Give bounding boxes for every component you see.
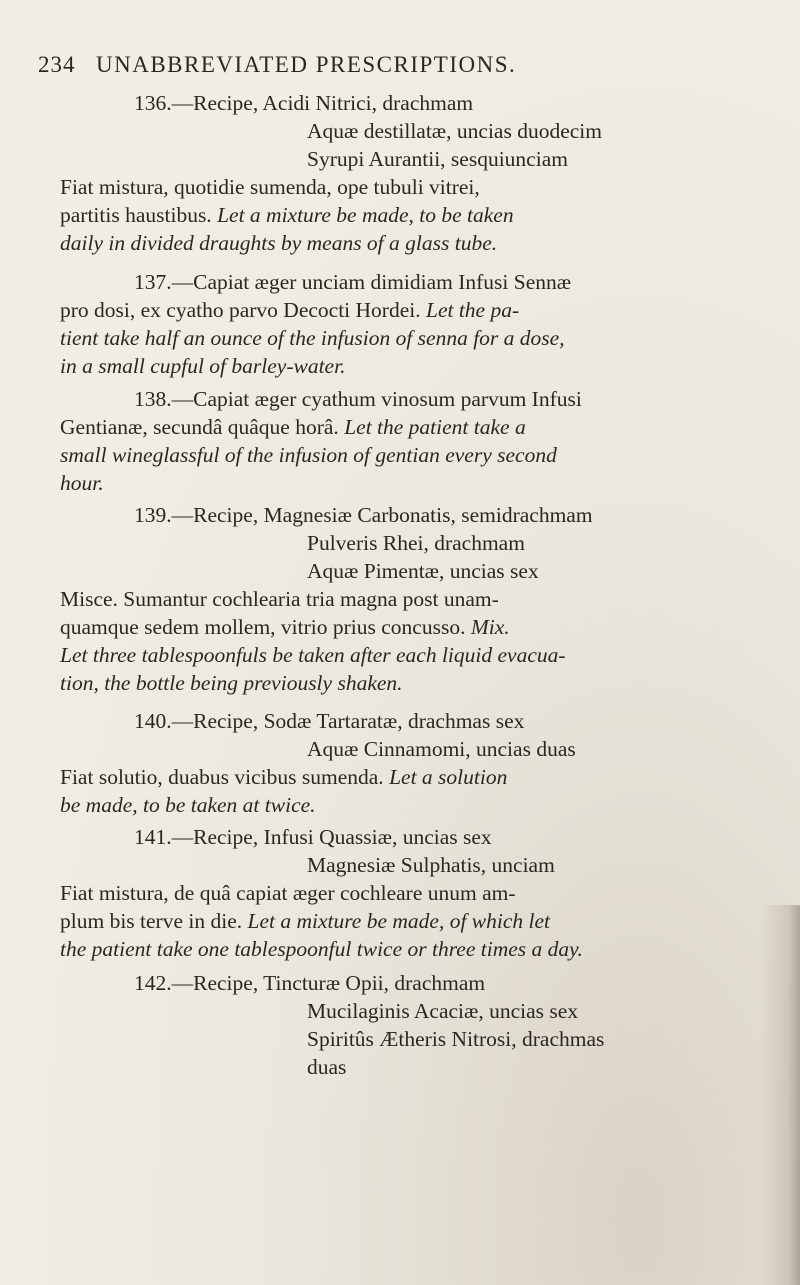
prescription-139	[60, 501, 770, 697]
ingredient-line: Aquæ Pimentæ, uncias sex	[307, 559, 539, 583]
text-line: 142.—Recipe, Tincturæ Opii, drachmam	[134, 971, 486, 995]
ingredient-line: Pulveris Rhei, drachmam	[307, 531, 525, 555]
ingredient-line: duas	[307, 1055, 347, 1079]
text-line: quamque sedem mollem, vitrio prius concusso. Mix.	[60, 615, 510, 639]
text-line: pro dosi, ex cyatho parvo Decocti Hordei. Let the pa-	[60, 298, 520, 322]
translation-line: in a small cupful of barley-water.	[60, 354, 346, 378]
text-line: Gentianæ, secundâ quâque horâ. Let the patient take a	[60, 415, 526, 439]
translation-line: tient take half an ounce of the infusion of senna for a dose,	[60, 326, 565, 350]
entry-number: 136.	[134, 91, 172, 115]
prescription-138	[60, 385, 770, 497]
text-line: 140.—Recipe, Sodæ Tartaratæ, drachmas sex	[134, 709, 525, 733]
translation-line: daily in divided draughts by means of a glass tube.	[60, 231, 498, 255]
ingredient-line: Aquæ Cinnamomi, uncias duas	[307, 737, 576, 761]
translation-line: small wineglassful of the infusion of gentian every second	[60, 443, 557, 467]
text-line: Fiat mistura, quotidie sumenda, ope tubuli vitrei,	[60, 175, 480, 199]
translation-line: be made, to be taken at twice.	[60, 793, 316, 817]
ingredient-line: Aquæ destillatæ, uncias duodecim	[307, 119, 602, 143]
translation-line: Let three tablespoonfuls be taken after each liquid evacua-	[60, 643, 566, 667]
prescription-142	[60, 969, 770, 1081]
translation-line: tion, the bottle being previously shaken.	[60, 671, 403, 695]
text-line: 138.—Capiat æger cyathum vinosum parvum Infusi	[134, 387, 582, 411]
ingredient-line: Magnesiæ Sulphatis, unciam	[307, 853, 555, 877]
page-number: 234	[38, 52, 76, 77]
running-head	[38, 52, 758, 78]
translation-line: the patient take one tablespoonful twice or three times a day.	[60, 937, 583, 961]
entry-number: 142.	[134, 971, 172, 995]
text-line: plum bis terve in die. Let a mixture be made, of which let	[60, 909, 551, 933]
text-line: 141.—Recipe, Infusi Quassiæ, uncias sex	[134, 825, 492, 849]
text-line: Fiat solutio, duabus vicibus sumenda. Let a solution	[60, 765, 508, 789]
entry-number: 140.	[134, 709, 172, 733]
prescription-137	[60, 268, 770, 380]
entry-number: 141.	[134, 825, 172, 849]
text-line: partitis haustibus. Let a mixture be made, to be taken	[60, 203, 514, 227]
ingredient-line: Syrupi Aurantii, sesquiunciam	[307, 147, 568, 171]
page-edge-stain	[760, 905, 800, 1285]
ingredient-line: Mucilaginis Acaciæ, uncias sex	[307, 999, 579, 1023]
text-line: Misce. Sumantur cochlearia tria magna post unam-	[60, 587, 499, 611]
text-line: Fiat mistura, de quâ capiat æger cochleare unum am-	[60, 881, 516, 905]
prescription-136	[60, 89, 770, 257]
prescription-140	[60, 707, 770, 819]
text-line: 139.—Recipe, Magnesiæ Carbonatis, semidrachmam	[134, 503, 593, 527]
ingredient-line: Spiritûs Ætheris Nitrosi, drachmas	[307, 1027, 605, 1051]
text-line: 137.—Capiat æger unciam dimidiam Infusi Sennæ	[134, 270, 572, 294]
translation-line: hour.	[60, 471, 104, 495]
page-title: UNABBREVIATED PRESCRIPTIONS.	[96, 52, 517, 77]
entry-number: 139.	[134, 503, 172, 527]
text-line: 136.—Recipe, Acidi Nitrici, drachmam	[134, 91, 474, 115]
entry-number: 138.	[134, 387, 172, 411]
entry-number: 137.	[134, 270, 172, 294]
prescription-141	[60, 823, 770, 963]
